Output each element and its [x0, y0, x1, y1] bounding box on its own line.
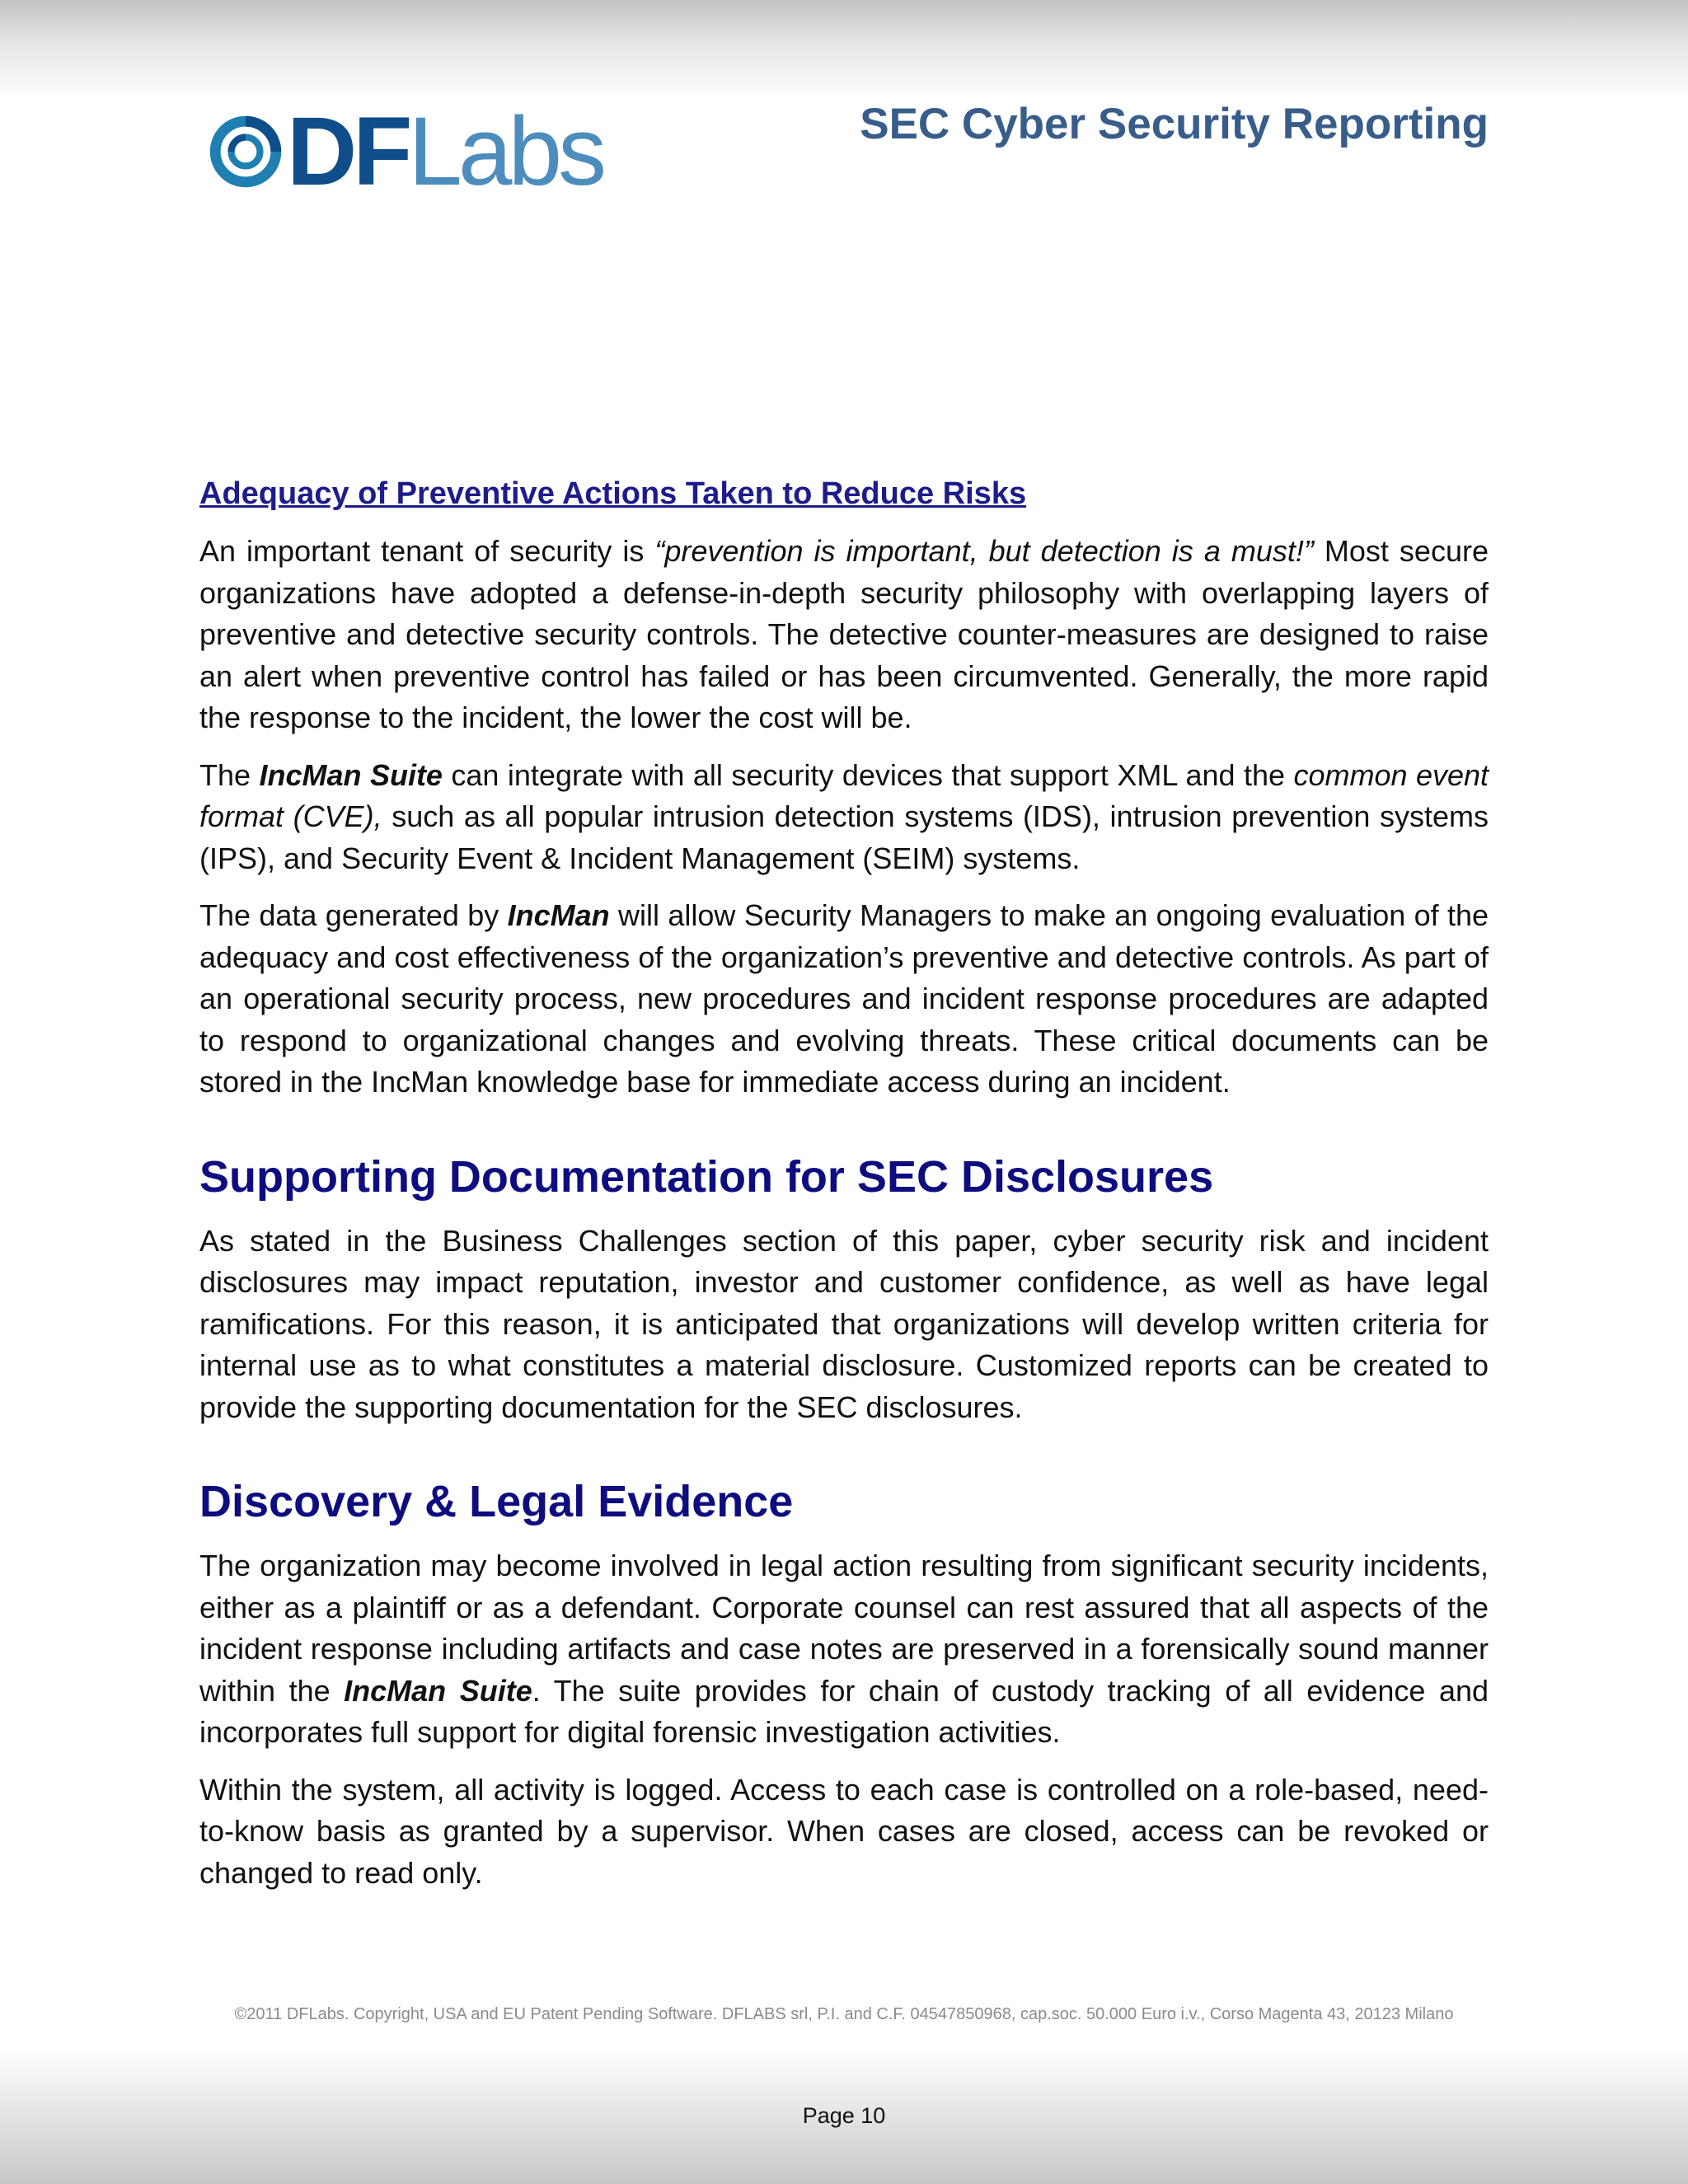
supporting-paragraph-1: As stated in the Business Challenges section of this paper, cyber security risk and incident disclosures may impact reputation, investor and customer confidence, as well as have legal ramifications. For this reason, it is anticipated that organizations will develop written criteria for internal use as to what constitutes a material disclosure. Customized reports can be created to provide the supporting documentation for the SEC disclosures.: [199, 1223, 1489, 1424]
logo-wordmark: [287, 97, 603, 206]
discovery-paragraph-2: Within the system, all activity is logged. Access to each case is controlled on a role-based, need-to-know basis as granted by a supervisor. When cases are closed, access can be revoked or changed to read only.: [199, 1772, 1489, 1890]
top-page-shade: [0, 0, 1688, 99]
logo-labs: Labs: [408, 97, 603, 206]
dflabs-logo: [208, 97, 603, 206]
adequacy-paragraph-2: The IncMan Suite can integrate with all security devices that support XML and the common event format (CVE), such as all popular intrusion detection systems (IDS), intrusion prevention systems (IPS), and Security Event & Incident Management (SEIM) systems.: [199, 757, 1489, 875]
discovery-heading: Discovery & Legal Evidence: [199, 1477, 794, 1526]
adequacy-heading: Adequacy of Preventive Actions Taken to Reduce Risks: [199, 476, 1027, 511]
logo-df: DF: [287, 97, 409, 206]
adequacy-paragraph-1: An important tenant of security is “prevention is important, but detection is a must!” Most secure organizations have adopted a defense-in-depth security philosophy with overlapping layers of preventive and detective security controls. The detective counter-measures are designed to raise an alert when preventive control has failed or has been circumvented. Generally, the more rapid the response to the incident, the lower the cost will be.: [199, 534, 1489, 734]
discovery-paragraph-1: The organization may become involved in legal action resulting from significant security incidents, either as a plaintiff or as a defendant. Corporate counsel can rest assured that all aspects of the incident response including artifacts and case notes are preserved in a forensically sound manner within the IncMan Suite. The suite provides for chain of custody tracking of all evidence and incorporates full support for digital forensic investigation activities.: [199, 1549, 1489, 1749]
cve-term: common event format (CVE),: [199, 757, 1489, 833]
adequacy-paragraph-3: The data generated by IncMan will allow Security Managers to make an ongoing evaluation of the adequacy and cost effectiveness of the organization’s preventive and detective controls. As part of an operational security process, new procedures and incident response procedures are adapted to respond to organizational changes and evolving threats. These critical documents can be stored in the IncMan knowledge base for immediate access during an incident.: [199, 898, 1489, 1099]
prevention-quote: “prevention is important, but detection is a must!”: [654, 534, 1314, 568]
supporting-heading: Supporting Documentation for SEC Disclosures: [199, 1151, 1214, 1202]
incman-term: IncMan: [507, 898, 610, 932]
copyright-footer: ©2011 DFLabs. Copyright, USA and EU Patent Pending Software. DFLABS srl, P.I. and C.F. 04547850968, cap.soc. 50.000 Euro i.v., Corso Magenta 43, 20123 Milano: [234, 2005, 1454, 2023]
page-number: Page 10: [802, 2103, 886, 2128]
document-title: SEC Cyber Security Reporting: [860, 100, 1489, 148]
dflabs-swirl-icon: [208, 114, 284, 190]
incman-suite-term-2: IncMan Suite: [344, 1673, 532, 1708]
incman-suite-term: IncMan Suite: [259, 757, 443, 792]
document-body: [199, 473, 1489, 1910]
